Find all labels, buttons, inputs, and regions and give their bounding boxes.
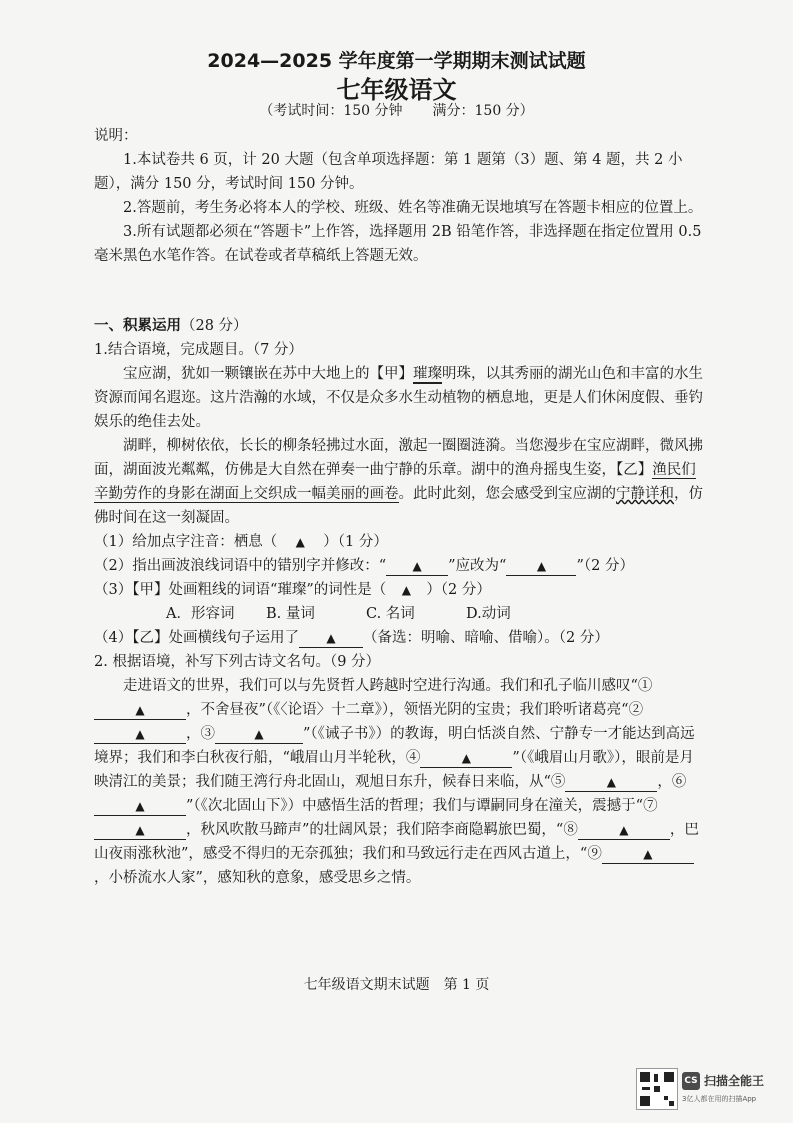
- q1-sub-2: （2）指出画波浪线词语中的错别字并修改：“ ▲ ”应改为“ ▲ ”（2 分）: [94, 558, 634, 574]
- q1-passage-2: 湖畔，柳树依依，长长的柳条轻拂过水面，激起一圈圈涟漪。当您漫步在宝应湖畔，微风拂面，湖面波光粼粼，仿佛是大自然在弹奏一曲宁静的乐章。湖中的渔舟摇曳生姿，【乙】渔民们辛勤劳作的身影在湖面上交织成一幅美丽的画卷。此时此刻，您会感受到宝应湖的宁静详和，仿佛时间在这一刻凝固。: [94, 438, 703, 526]
- exam-info: [0, 100, 793, 120]
- camscanner-logo-icon: CS: [682, 1072, 700, 1090]
- section-1-title: 一、积累运用（28 分）: [94, 318, 248, 334]
- wavy-underlined-word: 宁静详和: [616, 486, 674, 502]
- scanner-app-name: 扫描全能王: [704, 1074, 765, 1088]
- q2-passage: 走进语文的世界，我们可以与先贤哲人跨越时空进行沟通。我们和孔子临川感叹“①▲ ，不舍昼夜”（《〈论语〉十二章》），领悟光阴的宝贵；我们聆听诸葛亮“②▲ ，③ ▲ ”（《诫子书》）的教诲，明白恬淡自然、宁静专一才能达到高远境界；我们和李白秋夜行船，“峨眉山月半轮秋，④ ▲ ”（《峨眉山月歌》），眼前是月映清江的美景；我们随王湾行舟北固山，观旭日东升，候春日来临，从“⑤ ▲ ，⑥▲ ”（《次北固山下》）中感悟生活的哲理；我们与谭嗣同身在潼关，震撼于“⑦▲ ，秋风吹散马蹄声”的壮阔风景；我们陪李商隐羁旅巴蜀，“⑧ ▲ ，巴山夜雨涨秋池”，感受不得归的无奈孤独；我们和马致远行走在西风古道上，“⑨ ▲，小桥流水人家”，感知秋的意象，感受思乡之情。: [94, 678, 699, 886]
- answer-blank[interactable]: ▲: [94, 725, 186, 744]
- answer-blank[interactable]: ▲: [215, 725, 303, 744]
- answer-blank[interactable]: ▲: [506, 557, 576, 576]
- exam-time: （考试时间：150 分钟: [259, 103, 403, 119]
- option-b[interactable]: B. 量词: [266, 606, 315, 622]
- option-a[interactable]: A．形容词: [166, 606, 235, 622]
- option-c[interactable]: C. 名词: [366, 606, 415, 622]
- section-1: [94, 314, 704, 890]
- answer-blank[interactable]: ▲: [94, 821, 186, 840]
- answer-blank[interactable]: ▲: [94, 797, 186, 816]
- scanner-tagline: 3亿人都在用的扫描App: [682, 1095, 757, 1103]
- q1-sub-1: （1）给加点字注音：栖息（ ▲ ）（1 分）: [94, 534, 388, 550]
- instructions: [94, 124, 704, 268]
- bold-underlined-word: 璀璨: [413, 366, 442, 382]
- answer-blank[interactable]: ▲: [295, 535, 305, 549]
- instruction-item-2: 2.答题前，考生务必将本人的学校、班级、姓名等准确无误地填写在答题卡相应的位置上。: [123, 200, 703, 216]
- answer-blank[interactable]: ▲: [420, 749, 512, 768]
- exam-score: 满分：150 分）: [432, 103, 534, 119]
- qr-code-icon: [636, 1068, 678, 1110]
- answer-blank[interactable]: ▲: [602, 845, 694, 864]
- exam-title: 2024—2025 学年度第一学期期末测试试题: [207, 50, 586, 72]
- answer-blank[interactable]: ▲: [578, 821, 670, 840]
- answer-blank[interactable]: ▲: [565, 773, 657, 792]
- instruction-item-1: 1.本试卷共 6 页，计 20 大题（包含单项选择题：第 1 题第（3）题、第 4 题，共 2 小题），满分 150 分，考试时间 150 分钟。: [94, 152, 683, 192]
- answer-blank[interactable]: ▲: [299, 629, 363, 648]
- q1-sub-4: （4）【乙】处画横线句子运用了 ▲ （备选：明喻、暗喻、借喻）。（2 分）: [94, 630, 609, 646]
- q1-options: [94, 602, 704, 626]
- q1-sub-3: （3）【甲】处画粗线的词语“璀璨”的词性是（ ▲ ）（2 分）: [94, 582, 491, 598]
- instruction-item-3: 3.所有试题都必须在“答题卡”上作答，选择题用 2B 铅笔作答，非选择题在指定位置用 0.5 毫米黑色水笔作答。在试卷或者草稿纸上答题无效。: [94, 224, 702, 264]
- exam-subject: 七年级语文: [336, 76, 457, 104]
- instructions-heading: 说明：: [94, 128, 138, 144]
- answer-blank[interactable]: ▲: [386, 557, 448, 576]
- page-footer: 七年级语文期末试题 第 1 页: [303, 977, 490, 993]
- question-1-stem: 1.结合语境，完成题目。（7 分）: [94, 342, 303, 358]
- question-2-stem: 2. 根据语境，补写下列古诗文名句。（9 分）: [94, 654, 381, 670]
- underlined-sentence: 渔民们辛勤劳作的身影在湖面上交织成一幅美丽的画卷: [94, 462, 696, 502]
- answer-blank[interactable]: ▲: [401, 583, 411, 597]
- answer-blank[interactable]: ▲: [94, 701, 186, 720]
- option-d[interactable]: D.动词: [466, 606, 511, 622]
- q1-passage-1: 宝应湖，犹如一颗镶嵌在苏中大地上的【甲】璀璨明珠，以其秀丽的湖光山色和丰富的水生资源而闻名遐迩。这片浩瀚的水域，不仅是众多水生动植物的栖息地，更是人们休闲度假、垂钓娱乐的绝佳去处。: [94, 366, 703, 430]
